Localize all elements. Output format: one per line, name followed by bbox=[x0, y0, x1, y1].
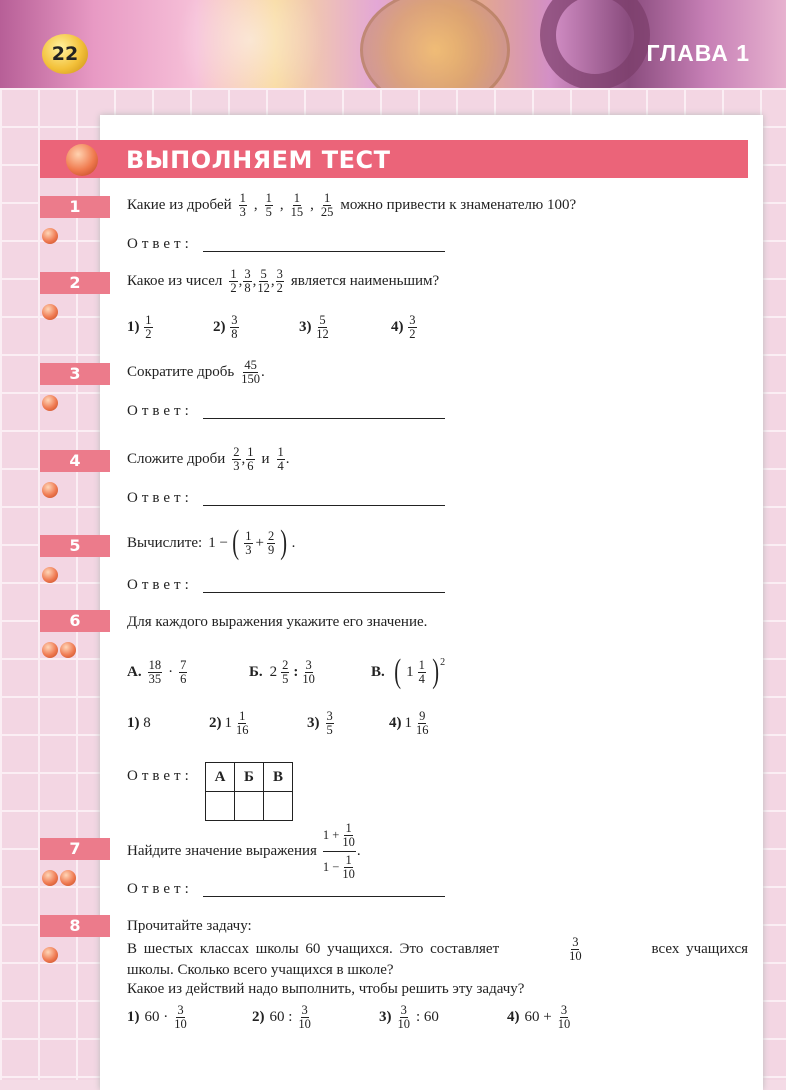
question-text: Какое из действий надо выполнить, чтобы решить эту задачу? bbox=[127, 981, 525, 997]
option-2[interactable]: 2) 1 $\frac{1}{16}$ bbox=[209, 709, 249, 737]
answer-line-5 bbox=[127, 577, 445, 594]
column-b: Б bbox=[235, 763, 264, 792]
numerator: 3 bbox=[400, 1003, 407, 1017]
fraction bbox=[408, 314, 416, 341]
numerator: 5 bbox=[260, 267, 267, 281]
difficulty-dot-icon bbox=[42, 947, 58, 963]
numerator: 3 bbox=[301, 1003, 308, 1017]
fraction bbox=[416, 710, 429, 737]
fraction bbox=[291, 192, 304, 219]
answer-label: Ответ: bbox=[127, 881, 193, 897]
options-8 bbox=[127, 1004, 571, 1031]
denominator: 8 bbox=[244, 281, 251, 295]
denominator: 6 bbox=[180, 671, 187, 686]
option-3[interactable]: 3) $\frac{5}{12}$ bbox=[299, 313, 329, 341]
question-text: Вычислите: bbox=[127, 534, 203, 551]
page-number: 22 bbox=[42, 34, 88, 74]
question-text: Сложите дроби bbox=[127, 451, 226, 467]
fraction bbox=[236, 710, 249, 737]
fraction bbox=[257, 268, 270, 295]
denominator: 150 bbox=[241, 372, 260, 386]
question-number-7: 7 bbox=[40, 838, 110, 860]
question-number-6: 6 bbox=[40, 610, 110, 632]
answer-line-1 bbox=[127, 236, 445, 253]
fraction bbox=[241, 359, 260, 386]
answer-line-4 bbox=[127, 490, 445, 507]
ring-illustration bbox=[540, 0, 650, 88]
numerator: 18 bbox=[148, 657, 162, 672]
fraction bbox=[246, 446, 254, 473]
denominator: 10 bbox=[569, 949, 582, 963]
fraction bbox=[398, 1004, 411, 1031]
fraction bbox=[144, 314, 152, 341]
denominator: 10 bbox=[298, 1017, 311, 1031]
question-7: Найдите значение выражения 1 + $\frac{1}{10}$ 1 − $\frac{1}{10}$ . bbox=[127, 821, 361, 881]
numerator: 7 bbox=[180, 657, 187, 672]
question-text: является наименьшим? bbox=[290, 273, 440, 289]
option-2[interactable]: 2) $\frac{3}{8}$ bbox=[213, 313, 238, 341]
numerator: 1 bbox=[239, 191, 246, 205]
option-3[interactable]: 3) $\frac{3}{10}$ : 60 bbox=[379, 1003, 439, 1031]
fraction bbox=[558, 1004, 571, 1031]
denominator: 3 bbox=[233, 459, 240, 473]
ball-icon bbox=[66, 144, 98, 176]
question-number-3: 3 bbox=[40, 363, 110, 385]
numerator: 1 bbox=[293, 191, 301, 205]
answer-label: Ответ: bbox=[127, 403, 193, 419]
option-4[interactable]: 4) 1 $\frac{9}{16}$ bbox=[389, 709, 429, 737]
numerator: 9 bbox=[419, 709, 426, 723]
difficulty-dot-icon bbox=[60, 870, 76, 886]
denominator: 3 bbox=[239, 205, 246, 219]
question-number-8: 8 bbox=[40, 915, 110, 937]
option-1[interactable]: 1) $\frac{1}{2}$ bbox=[127, 313, 152, 341]
compass-illustration bbox=[360, 0, 510, 88]
answer-label: Ответ: bbox=[127, 577, 193, 593]
denominator: 2 bbox=[145, 327, 152, 341]
numerator: 2 bbox=[282, 657, 289, 672]
question-text: можно привести к знаменателю 100? bbox=[340, 197, 577, 213]
denominator: 6 bbox=[247, 459, 254, 473]
numerator: 45 bbox=[244, 358, 257, 372]
denominator: 15 bbox=[290, 205, 304, 219]
difficulty-7 bbox=[42, 870, 76, 886]
numerator: 1 bbox=[239, 709, 246, 723]
denominator: 8 bbox=[231, 327, 238, 341]
answer-cell-c[interactable] bbox=[264, 792, 293, 821]
numerator: 2 bbox=[267, 528, 275, 543]
section-title: ВЫПОЛНЯЕМ ТЕСТ bbox=[126, 146, 391, 174]
option-4[interactable]: 4) 60 + $\frac{3}{10}$ bbox=[507, 1003, 571, 1031]
answer-input[interactable] bbox=[203, 579, 445, 593]
numerator: 3 bbox=[231, 313, 238, 327]
denominator: 4 bbox=[277, 459, 284, 473]
denominator: 5 bbox=[265, 205, 272, 219]
column-a: А bbox=[206, 763, 235, 792]
denominator: 9 bbox=[267, 542, 275, 557]
answer-input[interactable] bbox=[203, 492, 445, 506]
denominator: 10 bbox=[302, 671, 315, 686]
denominator: 10 bbox=[342, 867, 355, 881]
numerator: 3 bbox=[305, 657, 312, 672]
denominator: 35 bbox=[148, 671, 162, 686]
answer-line-7 bbox=[127, 881, 445, 898]
denominator: 4 bbox=[418, 671, 425, 686]
question-number-2: 2 bbox=[40, 272, 110, 294]
denominator: 5 bbox=[326, 723, 333, 737]
option-4[interactable]: 4) $\frac{3}{2}$ bbox=[391, 313, 416, 341]
numerator: 1 bbox=[247, 445, 254, 459]
fraction bbox=[179, 659, 187, 686]
difficulty-dot-icon bbox=[42, 395, 58, 411]
numerator: 3 bbox=[177, 1003, 184, 1017]
denominator: 2 bbox=[276, 281, 283, 295]
expression-b: Б. 2 $\frac{2}{5}$ : $\frac{3}{10}$ bbox=[249, 657, 315, 686]
numerator: 1 bbox=[345, 821, 352, 835]
answer-label: Ответ: bbox=[127, 236, 193, 252]
question-number-4: 4 bbox=[40, 450, 110, 472]
question-3: Сократите дробь $\frac{45}{150}$ . bbox=[127, 358, 265, 386]
fraction bbox=[277, 446, 285, 473]
option-3[interactable]: 3) $\frac{3}{5}$ bbox=[307, 709, 333, 737]
difficulty-dot-icon bbox=[60, 642, 76, 658]
difficulty-dot-icon bbox=[42, 228, 58, 244]
numerator: 2 bbox=[233, 445, 240, 459]
problem-text: школы. Сколько всего учащихся в школе? bbox=[127, 962, 394, 978]
numerator: 3 bbox=[244, 267, 251, 281]
numerator: 3 bbox=[326, 709, 333, 723]
expressions-6 bbox=[127, 653, 446, 690]
fraction bbox=[342, 822, 355, 849]
denominator: 3 bbox=[245, 542, 252, 557]
fraction bbox=[316, 314, 329, 341]
fraction bbox=[244, 530, 252, 557]
answer-table bbox=[205, 762, 293, 821]
fraction bbox=[298, 1004, 311, 1031]
question-intro: Прочитайте задачу: bbox=[127, 918, 252, 934]
header-illustration bbox=[150, 0, 350, 88]
difficulty-5 bbox=[42, 567, 58, 583]
answer-input[interactable] bbox=[203, 405, 445, 419]
fraction bbox=[239, 192, 247, 219]
question-number-5: 5 bbox=[40, 535, 110, 557]
denominator: 10 bbox=[557, 1017, 571, 1031]
answer-cell-b[interactable] bbox=[235, 792, 264, 821]
question-text: Какие из дробей bbox=[127, 197, 232, 213]
question-5: Вычислите: 1 − ( $\frac{1}{3}$ + $\frac{2}{9}$ ) . bbox=[127, 524, 296, 561]
fraction bbox=[326, 710, 334, 737]
fraction bbox=[302, 659, 315, 686]
numerator: 3 bbox=[409, 313, 416, 327]
options-2 bbox=[127, 314, 418, 341]
denominator: 25 bbox=[320, 205, 334, 219]
difficulty-dot-icon bbox=[42, 304, 58, 320]
question-number-1: 1 bbox=[40, 196, 110, 218]
numerator: 1 bbox=[277, 445, 284, 459]
answer-label-6: Ответ: bbox=[127, 768, 193, 784]
denominator: 16 bbox=[416, 723, 429, 737]
expression-a: А. $\frac{18}{35}$ · $\frac{7}{6}$ bbox=[127, 657, 187, 686]
difficulty-8 bbox=[42, 947, 58, 963]
fraction bbox=[418, 659, 426, 686]
problem-text: всех учащихся bbox=[651, 941, 748, 957]
question-4: Сложите дроби $\frac{2}{3}$ , $\frac{1}{6}$ и $\frac{1}{4}$ . bbox=[127, 445, 290, 473]
question-8 bbox=[127, 917, 748, 999]
question-6 bbox=[127, 614, 427, 631]
difficulty-2 bbox=[42, 304, 58, 320]
option-1[interactable]: 1) 8 bbox=[127, 715, 151, 731]
fraction bbox=[265, 192, 273, 219]
fraction bbox=[174, 1004, 187, 1031]
difficulty-dot-icon bbox=[42, 567, 58, 583]
fraction bbox=[276, 268, 284, 295]
fraction bbox=[267, 530, 275, 557]
question-text: Сократите дробь bbox=[127, 364, 235, 380]
expression-c: В. ( 1 $\frac{1}{4}$ ) $^2$ bbox=[371, 653, 446, 690]
numerator: 1 bbox=[230, 267, 237, 281]
options-6 bbox=[127, 710, 430, 737]
fraction bbox=[243, 268, 251, 295]
numerator: 1 bbox=[245, 528, 252, 543]
option-2[interactable]: 2) 60 : $\frac{3}{10}$ bbox=[252, 1003, 311, 1031]
numerator: 1 bbox=[265, 191, 272, 205]
answer-label: Ответ: bbox=[127, 490, 193, 506]
problem-text: В шестых классах школы 60 учащихся. Это составляет bbox=[127, 941, 500, 957]
fraction bbox=[229, 268, 237, 295]
denominator: 10 bbox=[397, 1017, 410, 1031]
numerator: 3 bbox=[560, 1003, 568, 1017]
question-text: Какое из чисел bbox=[127, 273, 223, 289]
difficulty-dot-icon bbox=[42, 642, 58, 658]
denominator: 10 bbox=[342, 835, 355, 849]
numerator: 1 bbox=[324, 191, 331, 205]
question-2: Какое из чисел $\frac{1}{2}$ , $\frac{3}{8}$ , $\frac{5}{12}$ , $\frac{3}{2}$ является наименьшим? bbox=[127, 267, 440, 295]
numerator: 5 bbox=[319, 313, 326, 327]
fraction bbox=[232, 446, 240, 473]
difficulty-6 bbox=[42, 642, 76, 658]
denominator: 10 bbox=[174, 1017, 187, 1031]
column-c: В bbox=[264, 763, 293, 792]
denominator: 16 bbox=[236, 723, 249, 737]
answer-input[interactable] bbox=[203, 238, 445, 252]
fraction bbox=[230, 314, 238, 341]
option-1[interactable]: 1) 60 · $\frac{3}{10}$ bbox=[127, 1003, 187, 1031]
answer-line-3 bbox=[127, 403, 445, 420]
fraction bbox=[342, 854, 355, 881]
answer-input[interactable] bbox=[203, 883, 445, 897]
numerator: 3 bbox=[276, 267, 283, 281]
denominator: 2 bbox=[409, 327, 416, 341]
denominator: 2 bbox=[230, 281, 237, 295]
question-text: Для каждого выражения укажите его значение. bbox=[127, 614, 428, 630]
fraction bbox=[148, 659, 163, 686]
answer-cell-a[interactable] bbox=[206, 792, 235, 821]
numerator: 1 bbox=[418, 657, 425, 672]
difficulty-4 bbox=[42, 482, 58, 498]
question-text: Найдите значение выражения bbox=[127, 843, 317, 859]
numerator: 1 bbox=[145, 313, 152, 327]
chapter-title: ГЛАВА 1 bbox=[646, 40, 750, 66]
complex-fraction: 1 + $\frac{1}{10}$ 1 − $\frac{1}{10}$ bbox=[322, 821, 355, 881]
difficulty-1 bbox=[42, 228, 58, 244]
fraction bbox=[321, 192, 334, 219]
question-1: Какие из дробей $\frac{1}{3}$ , $\frac{1}{5}$ , $\frac{1}{15}$ , $\frac{1}{25}$ можно привести к знаменателю 100? bbox=[127, 191, 577, 219]
fraction bbox=[569, 936, 582, 963]
numerator: 3 bbox=[572, 935, 579, 949]
denominator: 12 bbox=[316, 327, 329, 341]
fraction bbox=[281, 659, 289, 686]
denominator: 5 bbox=[282, 671, 289, 686]
difficulty-dot-icon bbox=[42, 482, 58, 498]
difficulty-dot-icon bbox=[42, 870, 58, 886]
difficulty-3 bbox=[42, 395, 58, 411]
denominator: 12 bbox=[257, 281, 270, 295]
numerator: 1 bbox=[345, 853, 352, 867]
